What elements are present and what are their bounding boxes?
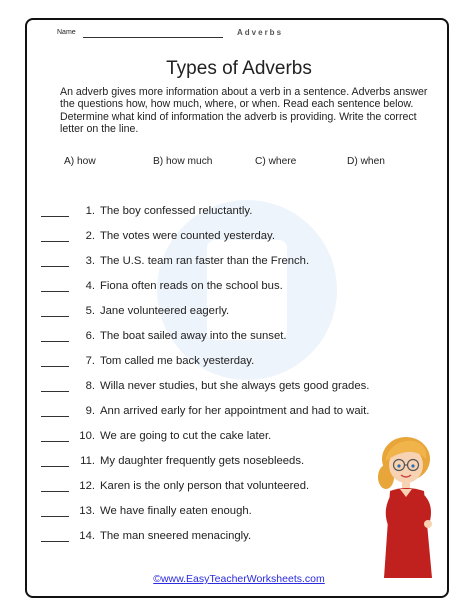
question-number: 10. [79, 430, 95, 442]
question-row [27, 203, 451, 223]
option-d: D) when [347, 156, 385, 167]
teacher-illustration [372, 433, 448, 578]
question-row [27, 328, 451, 348]
question-number: 12. [79, 480, 95, 492]
answer-blank[interactable] [41, 366, 69, 367]
option-a: A) how [64, 156, 96, 167]
instructions: An adverb gives more information about a verb in a sentence. Adverbs answer the questions how, how much, where, or when. Read each sentence below. Determine what kind of information the adverb is providing. Write the correct letter on the line. [60, 86, 428, 136]
answer-blank[interactable] [41, 266, 69, 267]
question-text: The boat sailed away into the sunset. [100, 330, 287, 342]
question-text: Fiona often reads on the school bus. [100, 280, 283, 292]
question-number: 11. [80, 455, 95, 467]
question-text: Jane volunteered eagerly. [100, 305, 230, 317]
answer-blank[interactable] [41, 541, 69, 542]
question-text: The votes were counted yesterday. [100, 230, 275, 242]
answer-blank[interactable] [41, 516, 69, 517]
question-row [27, 353, 451, 373]
question-row [27, 303, 451, 323]
question-number: 13. [79, 505, 95, 517]
question-text: Tom called me back yesterday. [100, 355, 255, 367]
question-text: The man sneered menacingly. [100, 530, 252, 542]
question-text: Willa never studies, but she always gets good grades. [100, 380, 370, 392]
question-text: Ann arrived early for her appointment and had to wait. [100, 405, 370, 417]
header-row [57, 29, 437, 43]
name-line[interactable] [83, 37, 223, 38]
question-number: 2. [85, 230, 95, 242]
name-label: Name [57, 29, 76, 36]
answer-blank[interactable] [41, 291, 69, 292]
footer-link[interactable]: ©www.EasyTeacherWorksheets.com [153, 573, 325, 585]
question-text: We are going to cut the cake later. [100, 430, 272, 442]
answer-blank[interactable] [41, 441, 69, 442]
question-row [27, 278, 451, 298]
answer-blank[interactable] [41, 391, 69, 392]
question-number: 14. [79, 530, 95, 542]
option-c: C) where [255, 156, 297, 167]
question-number: 8. [85, 380, 95, 392]
answer-blank[interactable] [41, 466, 69, 467]
question-number: 9. [85, 405, 95, 417]
question-text: The boy confessed reluctantly. [100, 205, 253, 217]
header-topic: Adverbs [237, 28, 284, 37]
question-text: Karen is the only person that volunteered. [100, 480, 310, 492]
answer-blank[interactable] [41, 216, 69, 217]
answer-blank[interactable] [41, 491, 69, 492]
question-number: 4. [85, 280, 95, 292]
question-number: 3. [85, 255, 95, 267]
option-b: B) how much [153, 156, 213, 167]
question-number: 6. [85, 330, 95, 342]
answer-blank[interactable] [41, 241, 69, 242]
answer-options [27, 156, 451, 170]
question-text: We have finally eaten enough. [100, 505, 252, 517]
question-text: The U.S. team ran faster than the French. [100, 255, 310, 267]
answer-blank[interactable] [41, 416, 69, 417]
question-number: 5. [85, 305, 95, 317]
question-row [27, 403, 451, 423]
question-number: 7. [85, 355, 95, 367]
question-row [27, 253, 451, 273]
question-row [27, 378, 451, 398]
answer-blank[interactable] [41, 316, 69, 317]
question-row [27, 228, 451, 248]
answer-blank[interactable] [41, 341, 69, 342]
question-text: My daughter frequently gets nosebleeds. [100, 455, 305, 467]
question-number: 1. [85, 205, 95, 217]
page-title: Types of Adverbs [166, 58, 312, 79]
